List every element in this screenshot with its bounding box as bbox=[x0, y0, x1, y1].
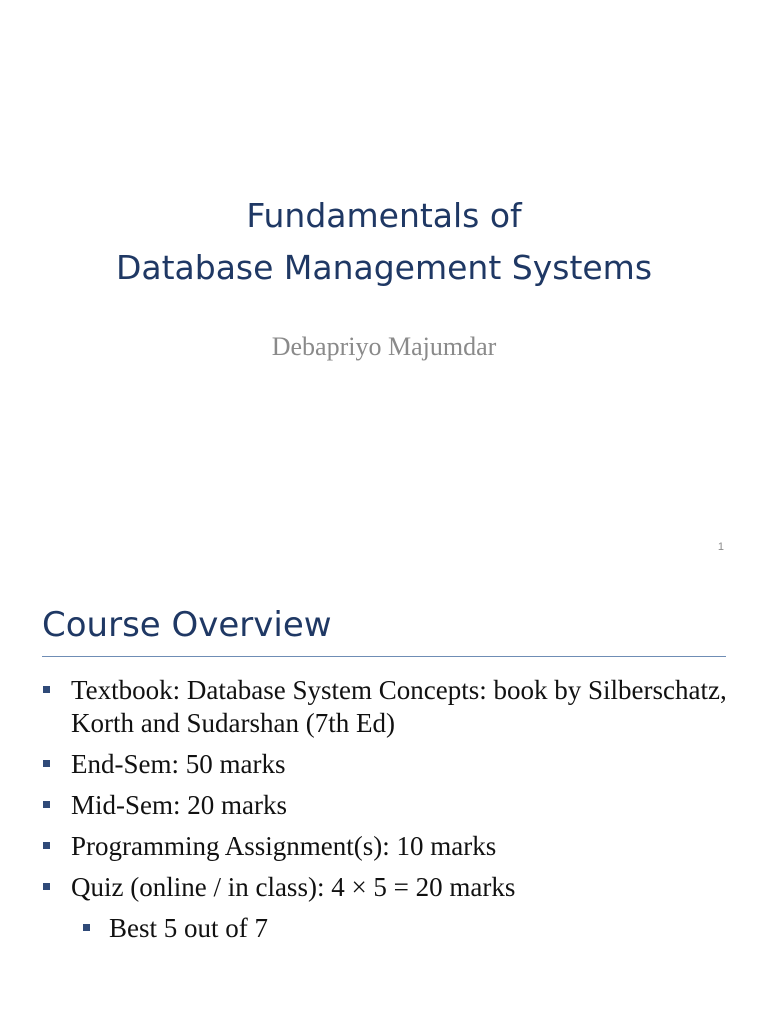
square-bullet-icon bbox=[43, 883, 50, 890]
bullet-item-programming bbox=[42, 830, 732, 863]
course-overview-slide bbox=[0, 576, 768, 1024]
square-bullet-icon bbox=[43, 801, 50, 808]
bullet-text: Mid-Sem: 20 marks bbox=[71, 790, 287, 820]
bullet-text: Quiz (online / in class): 4 × 5 = 20 marks bbox=[71, 872, 516, 902]
square-bullet-icon bbox=[83, 924, 90, 931]
bullet-list bbox=[42, 674, 732, 953]
bullet-item-mid-sem bbox=[42, 789, 732, 822]
square-bullet-icon bbox=[43, 842, 50, 849]
bullet-item-end-sem bbox=[42, 748, 732, 781]
bullet-text: End-Sem: 50 marks bbox=[71, 749, 286, 779]
sub-bullet-item-best-of bbox=[42, 912, 732, 945]
slide-number: 1 bbox=[717, 541, 724, 553]
slide-title bbox=[0, 190, 768, 294]
bullet-text: Best 5 out of 7 bbox=[109, 913, 268, 943]
slide-title-line-2: Database Management Systems bbox=[115, 248, 653, 287]
bullet-item-textbook bbox=[42, 674, 732, 740]
slide-title-line-1: Fundamentals of bbox=[246, 196, 522, 235]
square-bullet-icon bbox=[43, 686, 50, 693]
title-divider bbox=[42, 656, 726, 657]
bullet-text: Textbook: Database System Concepts: book by Silberschatz, Korth and Sudarshan (7th Ed) bbox=[71, 675, 727, 738]
bullet-item-quiz bbox=[42, 871, 732, 904]
bullet-text: Programming Assignment(s): 10 marks bbox=[71, 831, 497, 861]
square-bullet-icon bbox=[43, 760, 50, 767]
course-overview-title: Course Overview bbox=[42, 605, 332, 645]
author-name: Debapriyo Majumdar bbox=[271, 332, 497, 361]
